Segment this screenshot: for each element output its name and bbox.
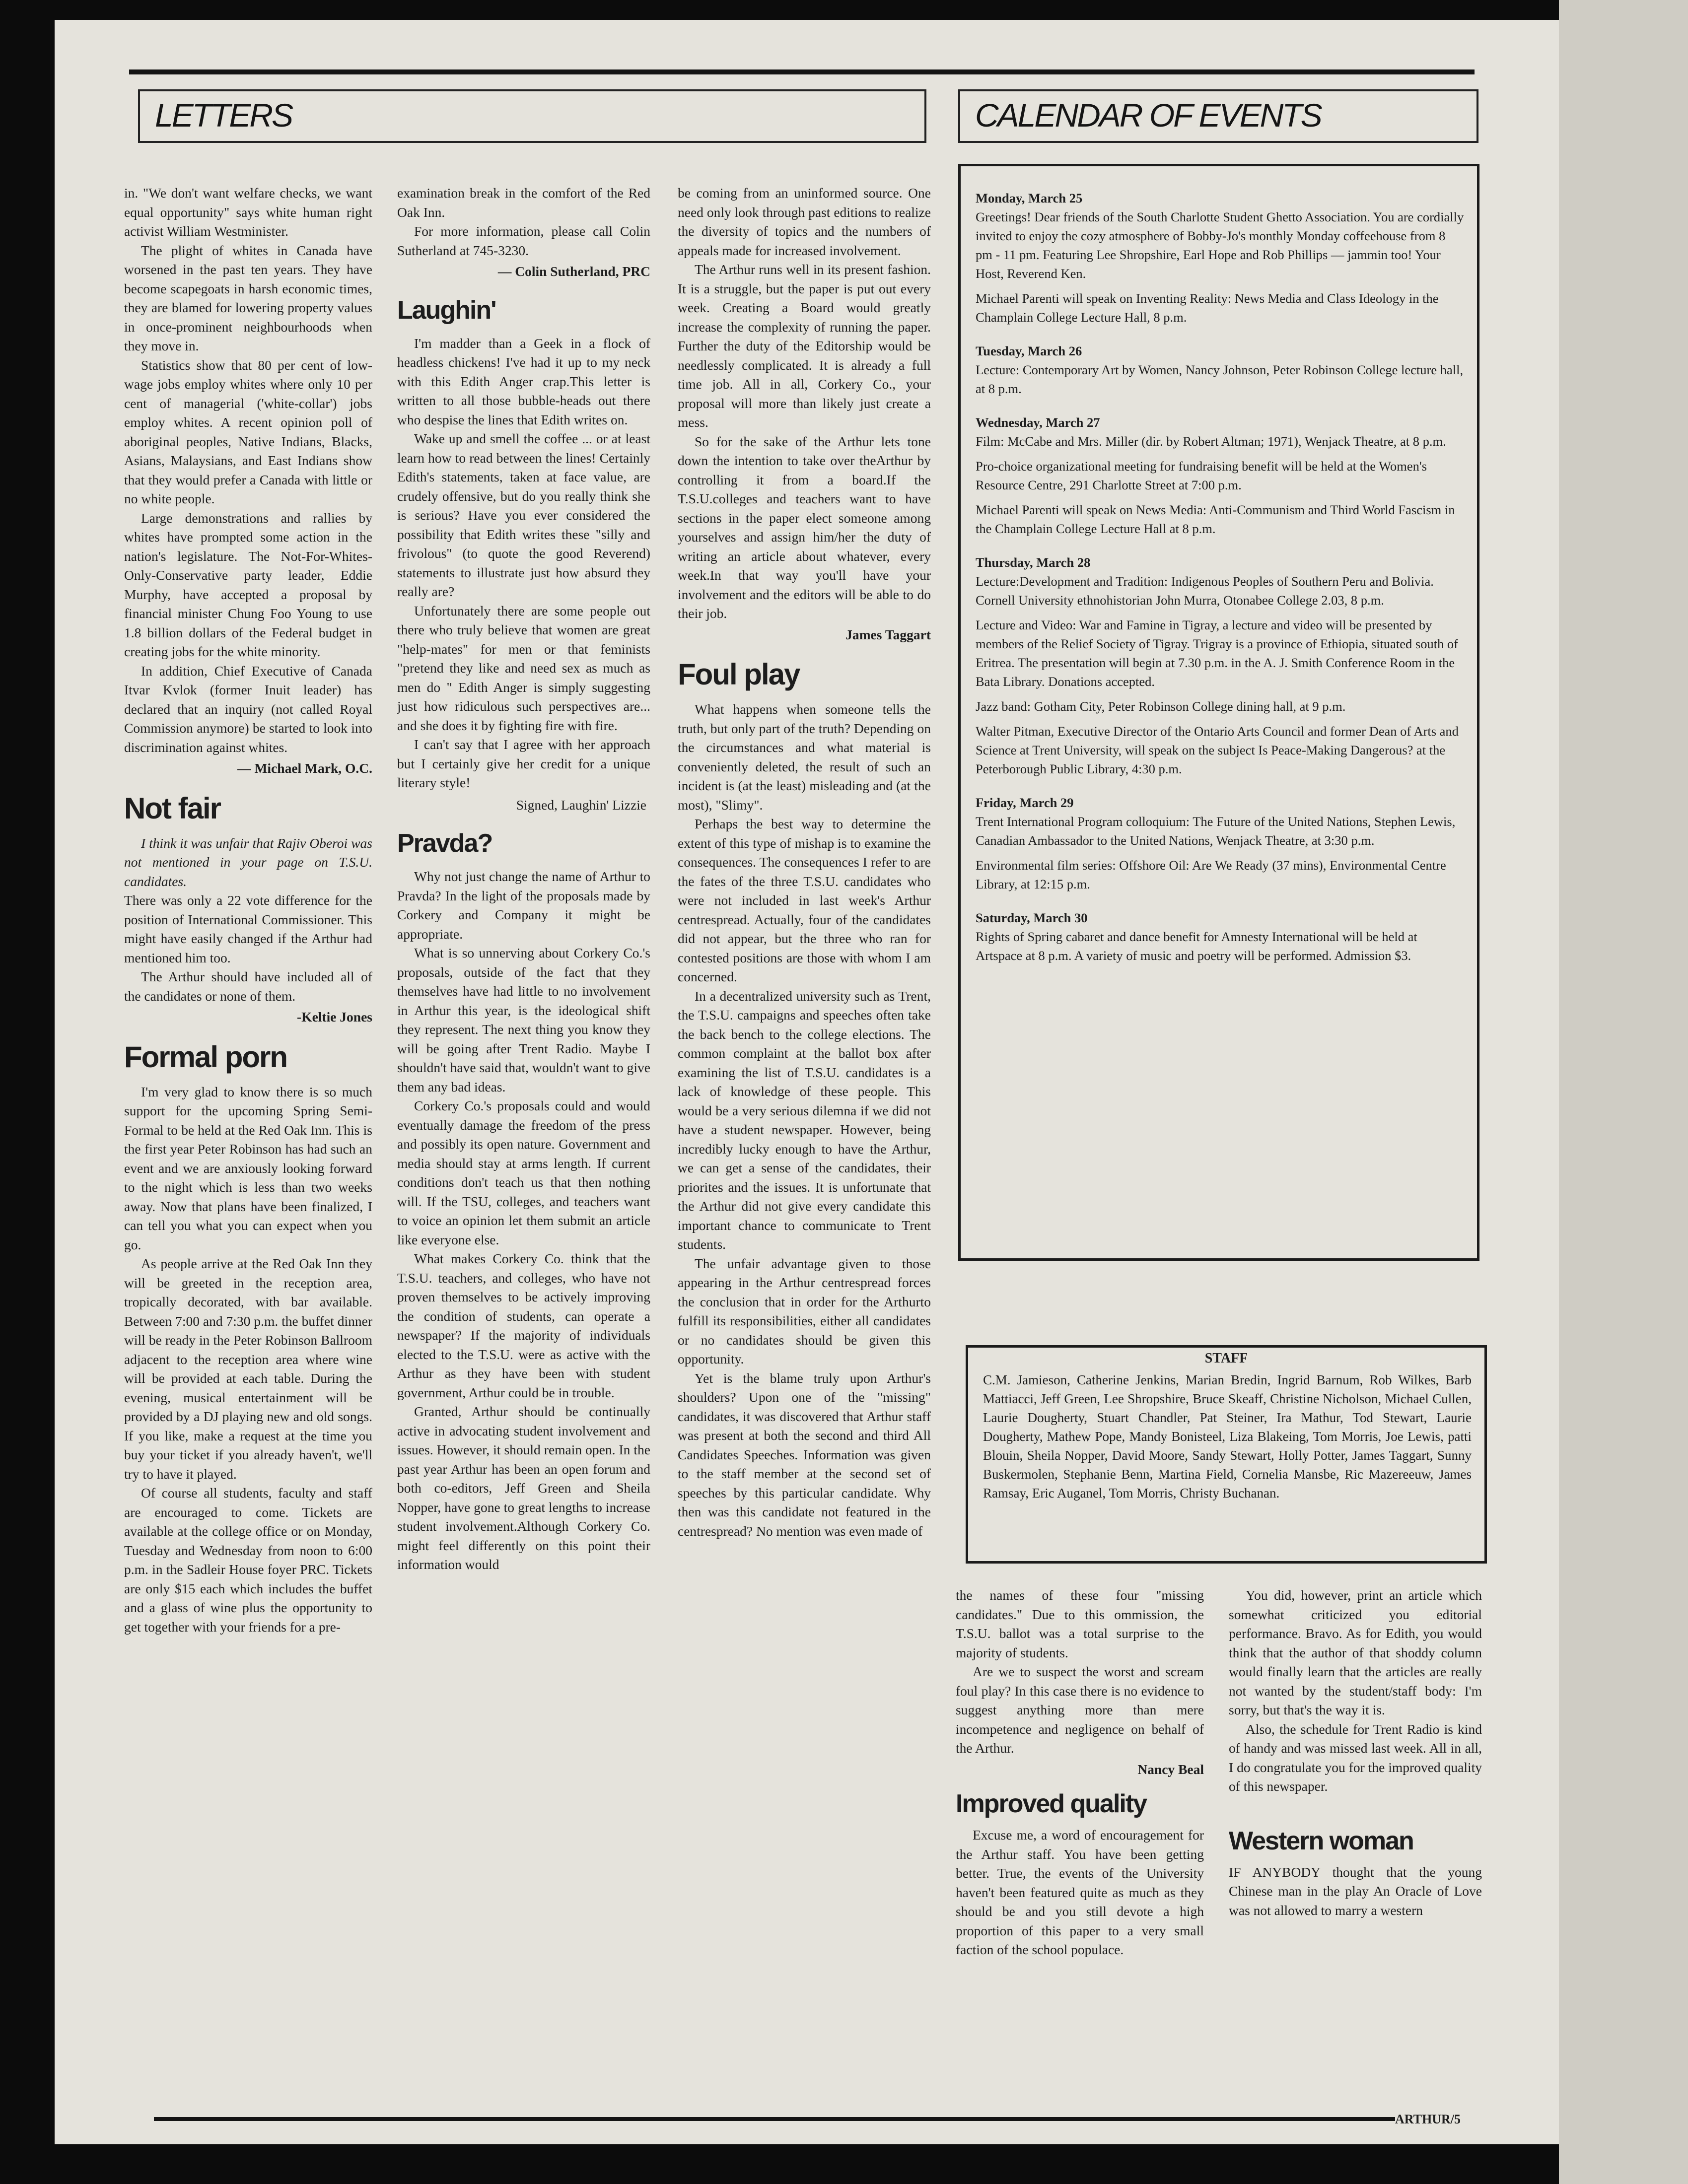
- calendar-event: Greetings! Dear friends of the South Charlotte Student Ghetto Association. You are cordially invited to enjoy the cozy atmosphere of Bobby-Jo's monthly Monday coffeehouse from 8 pm - 11 pm. Featuring Lee Shropshire, Earl Hope and Rob Phillips — jammin too! Your Host, Reverend Ken.: [976, 209, 1464, 281]
- letter-paragraph: There was only a 22 vote difference for the position of International Commissioner. This might have easily changed if the Arthur had mentioned him too.: [124, 892, 372, 965]
- letter-paragraph: I'm madder than a Geek in a flock of headless chickens! I've had it up to my neck with this Edith Anger crap.This letter is written to all those bubble-heads out there who despise the lines that Edith writes on.: [397, 335, 650, 427]
- calendar-event: Jazz band: Gotham City, Peter Robinson College dining hall, at 9 p.m.: [976, 699, 1346, 714]
- letter-signature: — Michael Mark, O.C.: [237, 760, 372, 776]
- letters-title: LETTERS: [155, 97, 292, 134]
- calendar-day: Friday, March 29: [976, 795, 1074, 810]
- calendar-event: Lecture:Development and Tradition: Indigenous Peoples of Southern Peru and Bolivia. Cornell University ethnohistorian John Murra, Otonabee College 2.03, 8 p.m.: [976, 574, 1434, 608]
- letter-signature: James Taggart: [845, 626, 931, 642]
- page-folio: ARTHUR/5: [1395, 2112, 1461, 2126]
- headline-laughin: Laughin': [397, 295, 496, 325]
- letter-paragraph: Large demonstrations and rallies by whites have prompted some action in the nation's legislature. The Not-For-Whites-Only-Conservative party leader, Eddie Murphy, have accepted a proposal by financial minister Chung Foo Young to use 1.8 billion dollars of the Federal budget in creating jobs for the white minority.: [124, 510, 372, 659]
- letter-paragraph: Are we to suspect the worst and scream foul play? In this case there is no evidence to suggest anything more than mere incompetence and negligence on behalf of the Arthur.: [956, 1664, 1204, 1756]
- letter-paragraph: Yet is the blame truly upon Arthur's shoulders? Upon one of the "missing" candidates, it was discovered that Arthur staff was present at both the second and third All Candidates Speeches. Information was given to the staff member at the second set of speeches by this particular candidate. Why then was this candidate not featured in the centrespread? No mention was even made of: [678, 1370, 931, 1539]
- letter-paragraph: In a decentralized university such as Trent, the T.S.U. campaigns and speeches often take the back bench to the college elections. The common complaint at the ballot box after examining the list of T.S.U. candidates is a lack of knowledge of these people. This would be a very serious dilemna if we did not have a student newspaper. However, being incredibly lucky enough to have the Arthur, we can get a sense of the candidates, their priorites and the issues. It is unfortunate that the Arthur did not give every candidate this important chance to communicate to Trent students.: [678, 988, 931, 1252]
- staff-box: [966, 1345, 1487, 1564]
- page-fold: [1559, 0, 1688, 2184]
- letter-paragraph: IF ANYBODY thought that the young Chinese man in the play An Oracle of Love was not allowed to marry a western: [1229, 1864, 1482, 1918]
- headline-formal-porn: Formal porn: [124, 1040, 287, 1074]
- letter-paragraph: The Arthur should have included all of the candidates or none of them.: [124, 969, 372, 1004]
- calendar-day: Wednesday, March 27: [976, 415, 1100, 430]
- letter-paragraph: Perhaps the best way to determine the extent of this type of mishap is to examine the consequences. The consequences I refer to are the fates of the three T.S.U. candidates who were not included in last week's Arthur centrespread. Actually, four of the candidates did not appear, but the three who ran for contested positions are those with whom I am concerned.: [678, 816, 931, 984]
- letter-paragraph: What makes Corkery Co. think that the T.S.U. teachers, and colleges, who have not proven themselves to be actively improving the condition of students, can operate a newspaper? If the majority of individuals elected to the T.S.U. were as active with the Arthur as they have been with student government, Arthur could be in trouble.: [397, 1251, 650, 1400]
- letter-signature: — Colin Sutherland, PRC: [497, 264, 650, 279]
- letter-paragraph: Corkery Co.'s proposals could and would eventually damage the freedom of the press and possibly its open nature. Government and media should stay at arms length. If current conditions don't teach us that then nothing will. If the TSU, colleges, and teachers want to voice an opinion let them submit an article like everyone else.: [397, 1098, 650, 1247]
- headline-pravda: Pravda?: [397, 829, 492, 858]
- letter-paragraph: the names of these four "missing candidates." Due to this ommission, the T.S.U. ballot was a total surprise to the majority of students.: [956, 1587, 1204, 1660]
- headline-western-woman: Western woman: [1229, 1826, 1413, 1855]
- headline-foul-play: Foul play: [678, 658, 800, 691]
- calendar-day: Monday, March 25: [976, 191, 1083, 205]
- calendar-listing: [976, 189, 1464, 971]
- calendar-header: [958, 89, 1478, 143]
- calendar-day: Thursday, March 28: [976, 555, 1091, 570]
- calendar-event: Michael Parenti will speak on News Media: Anti-Communism and Third World Fascism in the Champlain College Lecture Hall at 8 p.m.: [976, 502, 1455, 536]
- calendar-box: [958, 164, 1479, 1261]
- letter-paragraph: Excuse me, a word of encouragement for the Arthur staff. You have been getting better. True, the events of the University haven't been featured quite as much as they should be and you still devote a high proportion of this paper to a very small faction of the school populace.: [956, 1827, 1204, 1957]
- letter-signature: Signed, Laughin' Lizzie: [516, 797, 646, 813]
- calendar-event: Environmental film series: Offshore Oil: Are We Ready (37 mins), Environmental Centre Library, at 12:15 p.m.: [976, 858, 1446, 891]
- letters-column-2: [397, 184, 650, 2115]
- letter-paragraph: So for the sake of the Arthur lets tone down the intention to take over theArthur by controlling it from a board.If the T.S.U.colleges and teachers want to have sections in the paper elect someone among yourselves and assign him/her the duty of writing an article about whatever, every week.In that way you'll have your involvement and the editors will be able to do their job.: [678, 433, 931, 621]
- staff-title: STAFF: [1204, 1351, 1248, 1366]
- calendar-event: Film: McCabe and Mrs. Miller (dir. by Robert Altman; 1971), Wenjack Theatre, at 8 p.m.: [976, 434, 1446, 449]
- headline-not-fair: Not fair: [124, 791, 220, 825]
- letter-paragraph: The Arthur runs well in its present fashion. It is a struggle, but the paper is put out every week. Creating a Board would greatly increase the complexity of running the paper. Further the duty of the Editorship would be needlessly complicated. It is already a full time job. All in all, Corkery Co., your proposal will more than likely just create a mess.: [678, 262, 931, 430]
- headline-improved-quality: Improved quality: [956, 1789, 1147, 1818]
- letters-column-5: [1229, 1586, 1482, 2112]
- top-rule: [129, 69, 1475, 74]
- letters-column-4: [956, 1586, 1204, 2112]
- letter-paragraph: The plight of whites in Canada have worsened in the past ten years. They have become scapegoats in harsh economic times, they are blamed for lowering property values in once-prominent neighbourhoods when they move in.: [124, 242, 372, 353]
- letter-paragraph: In addition, Chief Executive of Canada Itvar Kvlok (former Inuit leader) has declared that an inquiry (not called Royal Commission anymore) be started to look into discrimination against whites.: [124, 663, 372, 755]
- calendar-event: Walter Pitman, Executive Director of the Ontario Arts Council and former Dean of Arts and Science at Trent University, will speak on the subject Is Peace-Making Dangerous? at the Peterborough Public Library, 4:30 p.m.: [976, 724, 1459, 776]
- calendar-day: Tuesday, March 26: [976, 343, 1082, 358]
- letter-paragraph: Wake up and smell the coffee ... or at least learn how to read between the lines! Certainly Edith's statements, taken at face value, are crudely offensive, but do you really think she is serious? Have you ever considered the possibility that Edith writes these "silly and frivolous" (to quote the good Reverend) statements to illustrate just how absurd they really are?: [397, 431, 650, 599]
- letter-paragraph: The unfair advantage given to those appearing in the Arthur centrespread forces the conclusion that in order for the Arthurto fulfill its responsibilities, either all candidates or no candidates should be given this opportunity.: [678, 1255, 931, 1366]
- calendar-title: CALENDAR OF EVENTS: [975, 97, 1321, 134]
- letters-column-3: [678, 184, 931, 2115]
- letter-paragraph: I think it was unfair that Rajiv Oberoi was not mentioned in your page on T.S.U. candidates.: [124, 835, 372, 889]
- bottom-rule: [154, 2117, 1395, 2121]
- calendar-event: Pro-choice organizational meeting for fundraising benefit will be held at the Women's Resource Centre, 291 Charlotte Street at 7:00 p.m.: [976, 459, 1427, 492]
- letter-paragraph: Why not just change the name of Arthur to Pravda? In the light of the proposals made by Corkery and Company it might be appropriate.: [397, 869, 650, 942]
- letter-signature: Nancy Beal: [1137, 1761, 1204, 1777]
- calendar-event: Michael Parenti will speak on Inventing Reality: News Media and Class Ideology in the Champlain College Lecture Hall, 8 p.m.: [976, 291, 1439, 325]
- calendar-event: Lecture and Video: War and Famine in Tigray, a lecture and video will be presented by members of the Relief Society of Tigray. Trigray is a province of Ethiopia, situated south of Eritrea. The presentation will begin at 7.30 p.m. in the A. J. Smith Conference Room in the Bata Library. Donations accepted.: [976, 617, 1459, 689]
- letter-paragraph: Of course all students, faculty and staff are encouraged to come. Tickets are available at the college office or on Monday, Tuesday and Wednesday from noon to 6:00 p.m. in the Sadleir House foyer PRC. Tickets are only $15 each which includes the buffet and a glass of wine plus the opportunity to get together with your friends for a pre-: [124, 1485, 372, 1635]
- letter-paragraph: be coming from an uninformed source. One need only look through past editions to realize the diversity of topics and the numbers of appeals made for increased involvement.: [678, 185, 931, 258]
- letter-paragraph: Also, the schedule for Trent Radio is kind of handy and was missed last week. All in all, I do congratulate you for the improved quality of this newspaper.: [1229, 1721, 1482, 1794]
- calendar-day: Saturday, March 30: [976, 910, 1088, 925]
- letter-paragraph: Unfortunately there are some people out there who truly believe that women are great "help-mates" for men or that feminists "pretend they like and need sex as much as men do " Edith Anger is simply suggesting just how ridiculous such perspectives are... and she does it by fighting fire with fire.: [397, 603, 650, 733]
- staff-list: C.M. Jamieson, Catherine Jenkins, Marian Bredin, Ingrid Barnum, Rob Wilkes, Barb Mattiacci, Jeff Green, Lee Shropshire, Bruce Skeaff, Christine Nicholson, Michael Cullen, Laurie Dougherty, Stuart Chandler, Pat Steiner, Ira Mathur, Tod Stewart, Laurie Dougherty, Mathew Pope, Mandy Bonisteel, Liza Blakeing, Tom Morris, Joe Lewis, patti Blouin, Sheila Nopper, David Moore, Sandy Stewart, Holly Potter, James Taggart, Sunny Buskermolen, Stephanie Benn, Martina Field, Cornelia Mansbe, Ric Mazereeuw, James Ramsay, Eric Auganel, Tom Morris, Christy Buchanan.: [983, 1372, 1472, 1501]
- letter-paragraph: in. "We don't want welfare checks, we want equal opportunity" says white human right activist William Westminister.: [124, 185, 372, 239]
- letters-column-1: [124, 184, 372, 2115]
- letter-paragraph: Statistics show that 80 per cent of low-wage jobs employ whites where only 10 per cent of managerial ('white-collar') jobs employ whites. A recent opinion poll of aboriginal peoples, Native Indians, Blacks, Asians, Malaysians, and East Indians show that they would prefer a Canada with little or no white people.: [124, 357, 372, 506]
- letter-paragraph: As people arrive at the Red Oak Inn they will be greeted in the reception area, tropically decorated, with bar available. Between 7:00 and 7:30 p.m. the buffet dinner will be ready in the Peter Robinson Ballroom adjacent to the reception area where wine will be provided at each table. During the evening, musical entertainment will be provided by a DJ playing new and old songs. If you like, make a request at the time you buy your ticket if you already haven't, we'll try to have it played.: [124, 1256, 372, 1482]
- letter-signature: -Keltie Jones: [297, 1009, 372, 1024]
- letter-paragraph: Granted, Arthur should be continually active in advocating student involvement and issues. However, it should remain open. In the past year Arthur has been an open forum and both co-editors, Jeff Green and Sheila Nopper, have gone to great lengths to increase student involvement.Although Corkery Co. might feel differently on this point their information would: [397, 1404, 650, 1572]
- letter-paragraph: You did, however, print an article which somewhat criticized you editorial performance. Bravo. As for Edith, you would think that the author of that shoddy column would finally learn that the articles are really not wanted by the student/staff body: I'm sorry, but that's the way it is.: [1229, 1587, 1482, 1717]
- letter-paragraph: I'm very glad to know there is so much support for the upcoming Spring Semi-Formal to be held at the Red Oak Inn. This is the first year Peter Robinson has had such an event and we are anxiously looking forward to the night which is less than two weeks away. Now that plans have been finalized, I can tell you what you can expect when you go.: [124, 1084, 372, 1252]
- letter-paragraph: For more information, please call Colin Sutherland at 745-3230.: [397, 223, 650, 258]
- calendar-event: Lecture: Contemporary Art by Women, Nancy Johnson, Peter Robinson College lecture hall, at 8 p.m.: [976, 362, 1464, 396]
- letter-paragraph: examination break in the comfort of the Red Oak Inn.: [397, 185, 650, 220]
- letter-paragraph: What happens when someone tells the truth, but only part of the truth? Depending on the circumstances and what material is conveniently deleted, the result of such an incident is (at the least) misleading and (at the most), "Slimy".: [678, 701, 931, 813]
- letter-paragraph: What is so unnerving about Corkery Co.'s proposals, outside of the fact that they themselves have had little to no involvement in Arthur this year, is the ideological shift they represent. The next thing you know they will be going after Trent Radio. Maybe I shouldn't have said that, wouldn't want to give them any bad ideas.: [397, 945, 650, 1094]
- calendar-event: Trent International Program colloquium: The Future of the United Nations, Stephen Lewis, Canadian Ambassador to the United Nations, Wenjack Theatre, at 3:30 p.m.: [976, 814, 1456, 848]
- calendar-event: Rights of Spring cabaret and dance benefit for Amnesty International will be held at Artspace at 8 p.m. A variety of music and poetry will be performed. Admission $3.: [976, 929, 1417, 963]
- letter-paragraph: I can't say that I agree with her approach but I certainly give her credit for a unique literary style!: [397, 737, 650, 790]
- letters-header: [138, 89, 926, 143]
